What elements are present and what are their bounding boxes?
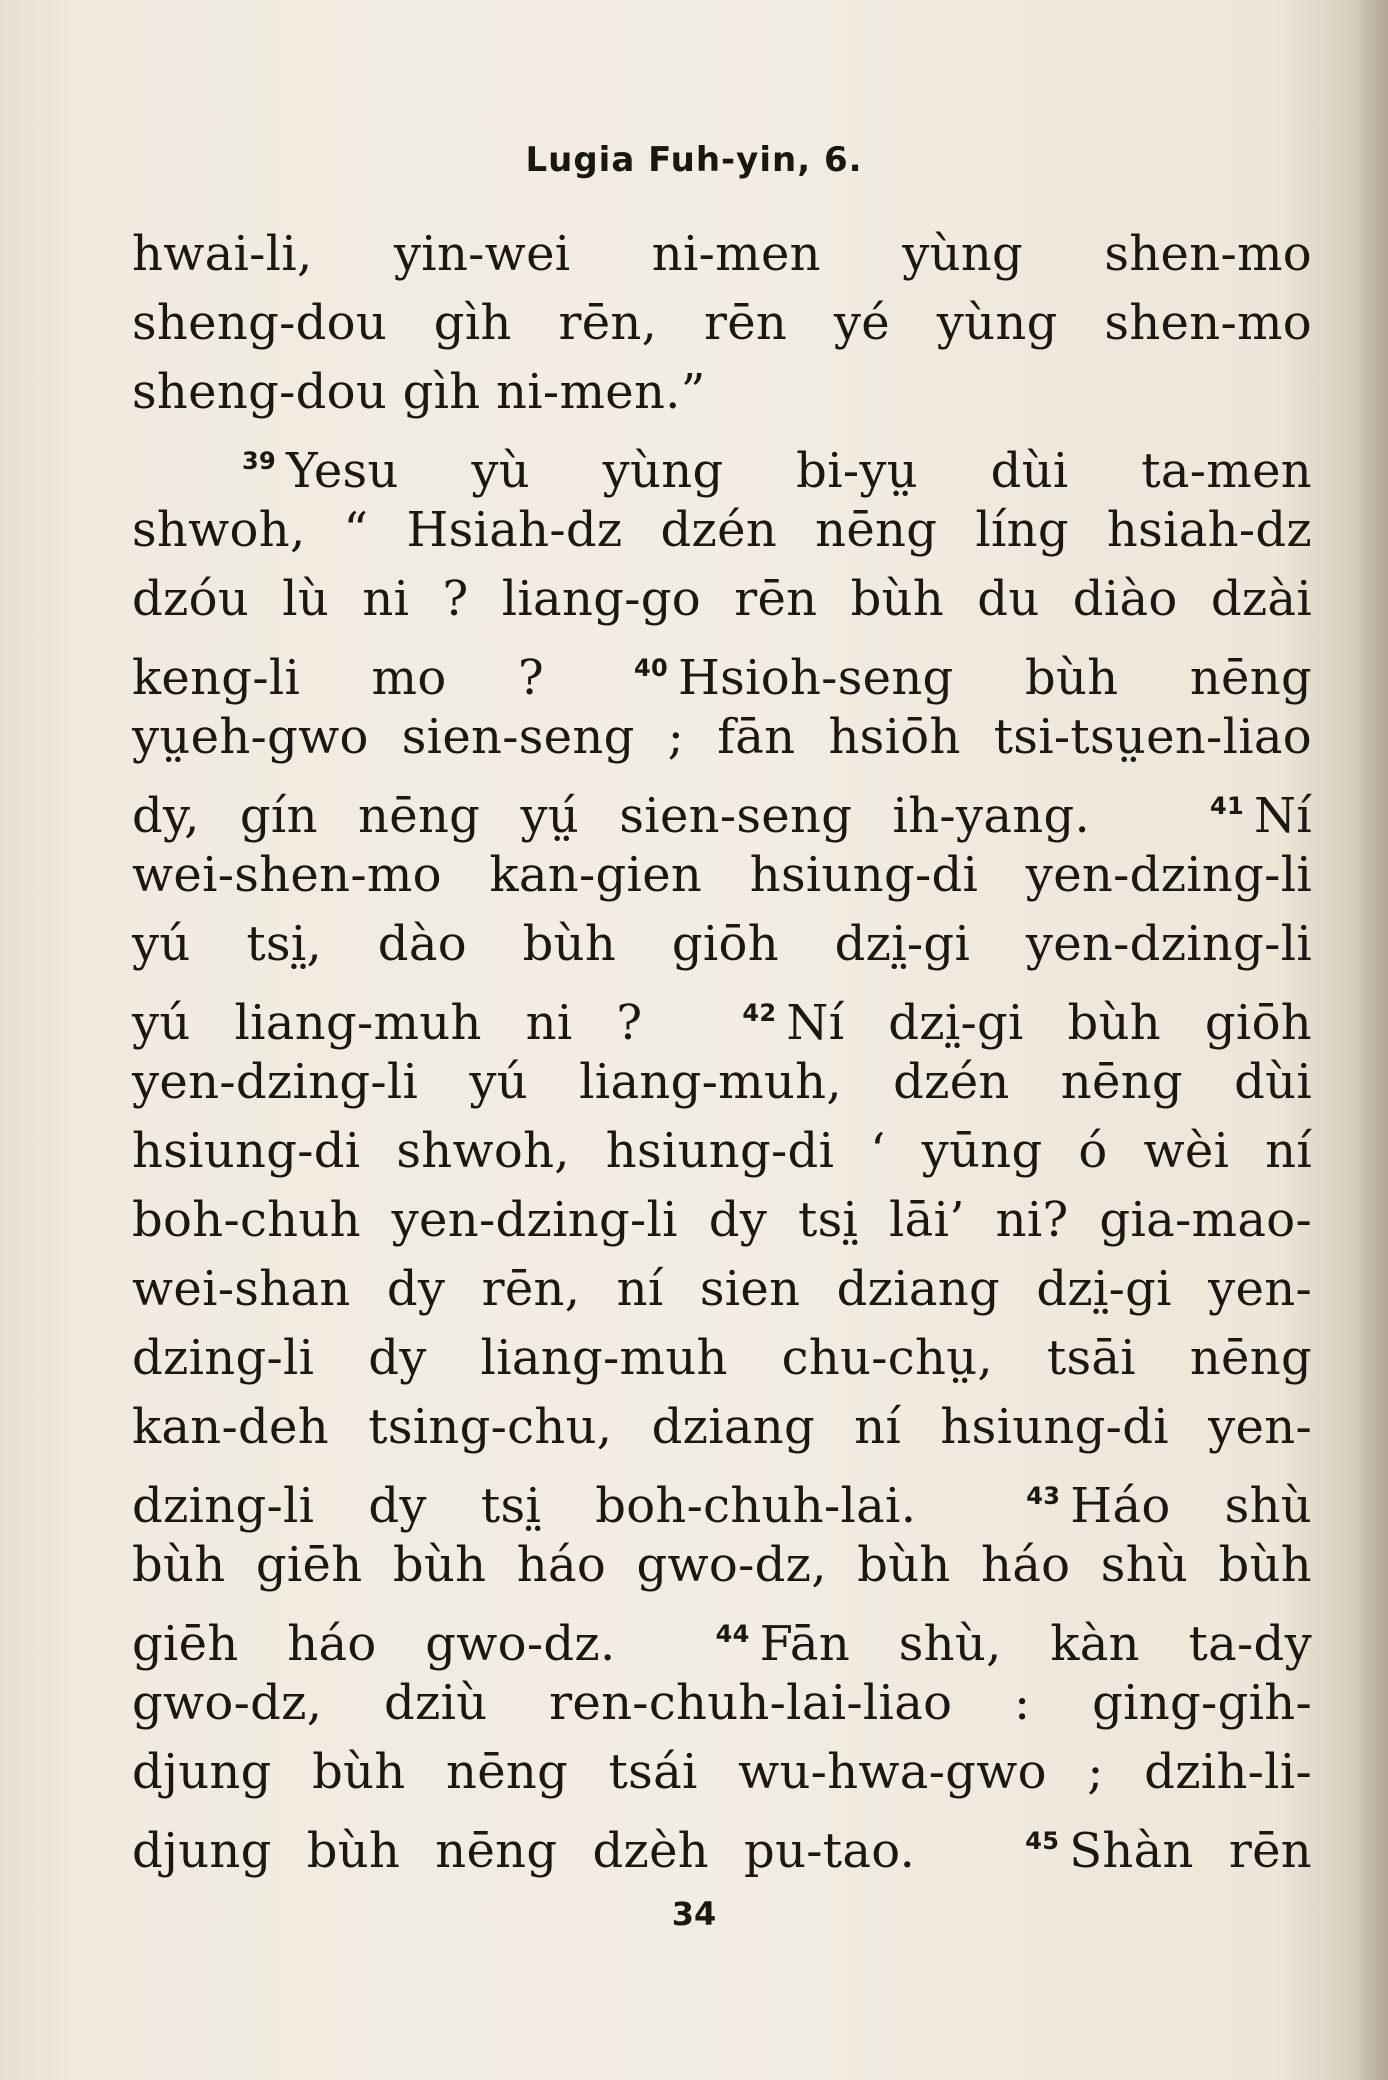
line-text: dy, gín nēng yṳ́ sien-seng ih-yang. bbox=[132, 788, 1091, 844]
text-line bbox=[132, 1462, 1312, 1534]
text-line bbox=[132, 496, 1312, 565]
text-line bbox=[132, 772, 1312, 844]
line-text: yṳeh-gwo sien-seng ; fān hsiōh tsi-tsṳen-liao bbox=[132, 709, 1312, 765]
line-text: wei-shen-mo kan-gien hsiung-di yen-dzing-li bbox=[132, 847, 1312, 903]
line-text: Shàn rēn bbox=[1069, 1823, 1312, 1879]
line-text: gwo-dz, dziù ren-chuh-lai-liao : ging-gih- bbox=[132, 1675, 1312, 1731]
line-text: Háo shù bbox=[1070, 1478, 1312, 1534]
text-line bbox=[132, 1048, 1312, 1117]
text-line bbox=[132, 979, 1312, 1051]
line-text: bùh giēh bùh háo gwo-dz, bùh háo shù bùh bbox=[132, 1537, 1312, 1593]
page-number: 34 bbox=[671, 1895, 717, 1933]
line-text: yú tsi̤, dào bùh giōh dzi̤-gi yen-dzing-li bbox=[132, 916, 1312, 972]
line-text: yú liang-muh ni ? bbox=[132, 995, 643, 1051]
line-text: shwoh, “ Hsiah-dz dzén nēng líng hsiah-dz bbox=[132, 502, 1312, 558]
text-line bbox=[132, 1669, 1312, 1738]
text-line bbox=[132, 289, 1312, 358]
line-text: wei-shan dy rēn, ní sien dziang dzi̤-gi yen- bbox=[132, 1261, 1312, 1317]
text-line bbox=[132, 358, 1312, 427]
verse-number: 43 bbox=[1026, 1482, 1061, 1510]
line-text: djung bùh nēng dzèh pu-tao. bbox=[132, 1823, 916, 1879]
text-line bbox=[132, 1324, 1312, 1393]
verse-number: 45 bbox=[1025, 1827, 1060, 1855]
line-text: Ní dzi̤-gi bùh giōh bbox=[786, 995, 1312, 1051]
line-text: yen-dzing-li yú liang-muh, dzén nēng dùi bbox=[132, 1054, 1312, 1110]
running-head: Lugia Fuh-yin, 6. bbox=[525, 140, 863, 180]
line-text: hwai-li, yin-wei ni-men yùng shen-mo bbox=[132, 226, 1312, 282]
line-text: Ní bbox=[1254, 788, 1312, 844]
text-line bbox=[132, 427, 1312, 499]
text-line bbox=[132, 1255, 1312, 1324]
line-text: dzóu lù ni ? liang-go rēn bùh du diào dzài bbox=[132, 571, 1312, 627]
line-text: Hsioh-seng bùh nēng bbox=[678, 650, 1312, 706]
text-line bbox=[132, 565, 1312, 634]
text-line bbox=[132, 1117, 1312, 1186]
text-line bbox=[132, 1738, 1312, 1807]
line-text: Yesu yù yùng bi-yṳ dùi ta-men bbox=[286, 443, 1312, 499]
text-line bbox=[132, 1600, 1312, 1672]
text-line bbox=[132, 1393, 1312, 1462]
verse-number: 39 bbox=[242, 447, 276, 475]
line-text: dzing-li dy liang-muh chu-chṳ, tsāi nēng bbox=[132, 1330, 1312, 1386]
text-line bbox=[132, 910, 1312, 979]
body-text bbox=[132, 220, 1312, 1879]
line-text: sheng-dou gìh rēn, rēn yé yùng shen-mo bbox=[132, 295, 1312, 351]
line-text: dzing-li dy tsi̤ boh-chuh-lai. bbox=[132, 1478, 917, 1534]
line-text: djung bùh nēng tsái wu-hwa-gwo ; dzih-li- bbox=[132, 1744, 1312, 1800]
verse-number: 41 bbox=[1210, 792, 1245, 820]
line-text: giēh háo gwo-dz. bbox=[132, 1616, 616, 1672]
text-line bbox=[132, 634, 1312, 706]
text-line bbox=[132, 1807, 1312, 1879]
spine-shadow bbox=[1354, 0, 1388, 2080]
text-line bbox=[132, 703, 1312, 772]
line-text: hsiung-di shwoh, hsiung-di ‘ yūng ó wèi ní bbox=[132, 1123, 1312, 1179]
line-text: sheng-dou gìh ni-men.” bbox=[132, 364, 706, 420]
text-line bbox=[132, 1186, 1312, 1255]
verse-number: 44 bbox=[715, 1620, 750, 1648]
line-text: Fān shù, kàn ta-dy bbox=[759, 1616, 1312, 1672]
line-text: boh-chuh yen-dzing-li dy tsi̤ lāi’ ni? gia-mao- bbox=[132, 1192, 1312, 1248]
text-line bbox=[132, 1531, 1312, 1600]
text-line bbox=[132, 841, 1312, 910]
text-line bbox=[132, 220, 1312, 289]
line-text: kan-deh tsing-chu, dziang ní hsiung-di yen- bbox=[132, 1399, 1312, 1455]
verse-number: 42 bbox=[742, 999, 777, 1027]
line-text: keng-li mo ? bbox=[132, 650, 545, 706]
verse-number: 40 bbox=[634, 654, 669, 682]
